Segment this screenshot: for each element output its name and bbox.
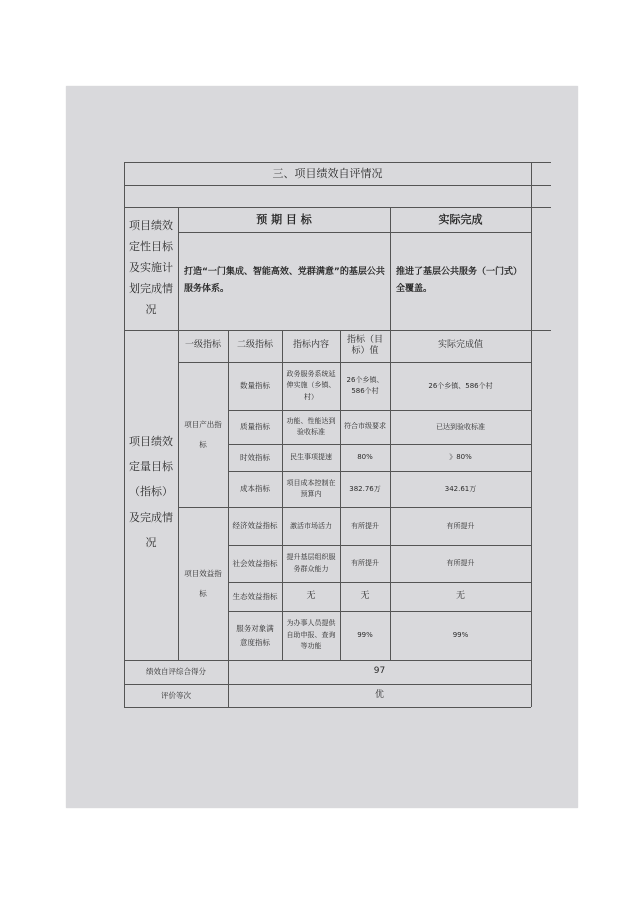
qualitative-label: 项目绩效定性目标及实施计划完成情况	[129, 219, 173, 316]
expected-goal-header: 预 期 目 标	[256, 212, 312, 226]
actual-cell: 26个乡镇、586个村	[428, 381, 493, 390]
actual-cell: 有所提升	[446, 521, 475, 530]
level2-cell: 成本指标	[240, 484, 270, 494]
actual-cell: 99%	[452, 631, 469, 640]
level2-cell: 数量指标	[240, 381, 270, 391]
level2-cell: 时效指标	[240, 452, 270, 462]
expected-goal-text: 打造“一门集成、智能高效、党群满意”的基层公共服务体系。	[184, 266, 385, 294]
content-cell: 无	[306, 590, 316, 601]
content-cell: 提升基层组织服务群众能力	[286, 552, 336, 573]
level2-cell: 社会效益指标	[232, 558, 278, 568]
target-cell: 有所提升	[351, 559, 379, 568]
content-cell: 政务服务系统延伸实施（乡镇、村）	[286, 370, 336, 401]
section-title: 三、项目绩效自评情况	[272, 166, 383, 180]
content-cell: 功能、性能达到验收标准	[286, 416, 336, 436]
target-cell: 382.76万	[349, 484, 381, 493]
level1-benefit: 项目效益指标	[184, 569, 222, 598]
target-cell: 99%	[357, 631, 373, 640]
grade-label: 评价等次	[161, 690, 191, 700]
level2-cell: 质量指标	[240, 422, 270, 432]
quantitative-label: 项目绩效定量目标（指标）及完成情况	[129, 434, 173, 549]
target-cell: 无	[360, 590, 370, 601]
header-content: 指标内容	[292, 340, 329, 351]
level2-cell: 生态效益指标	[232, 591, 278, 601]
header-actual: 实际完成值	[437, 340, 483, 351]
score-label: 绩效自评综合得分	[146, 667, 206, 677]
actual-cell: 342.61万	[444, 484, 477, 493]
header-target: 指标（目标）值	[346, 334, 383, 356]
target-cell: 80%	[357, 453, 373, 462]
header-level1: 一级指标	[184, 340, 221, 351]
grade-value: 优	[374, 689, 384, 700]
level2-cell: 服务对象满意度指标	[236, 624, 274, 647]
actual-completion-text: 推进了基层公共服务（一门式）全覆盖。	[396, 266, 523, 294]
target-cell: 有所提升	[351, 521, 379, 530]
level2-cell: 经济效益指标	[232, 521, 278, 531]
actual-cell: 无	[455, 590, 465, 601]
content-cell: 激活市场活力	[290, 521, 332, 530]
actual-cell: 已达到验收标准	[436, 422, 485, 431]
target-cell: 符合市级要求	[344, 422, 386, 431]
content-cell: 为办事人员提供自助申报、查询等功能	[286, 618, 336, 651]
score-value: 97	[373, 666, 386, 677]
target-cell: 26个乡镇、586个村	[346, 375, 384, 395]
content-cell: 项目成本控制在预算内	[286, 478, 336, 498]
content-cell: 民生事项提速	[290, 453, 332, 462]
header-level2: 二级指标	[236, 340, 273, 351]
actual-cell: 》80%	[449, 453, 472, 462]
actual-cell: 有所提升	[446, 559, 475, 568]
actual-completion-header: 实际完成	[438, 212, 483, 226]
level1-output: 项目产出指标	[184, 420, 222, 449]
